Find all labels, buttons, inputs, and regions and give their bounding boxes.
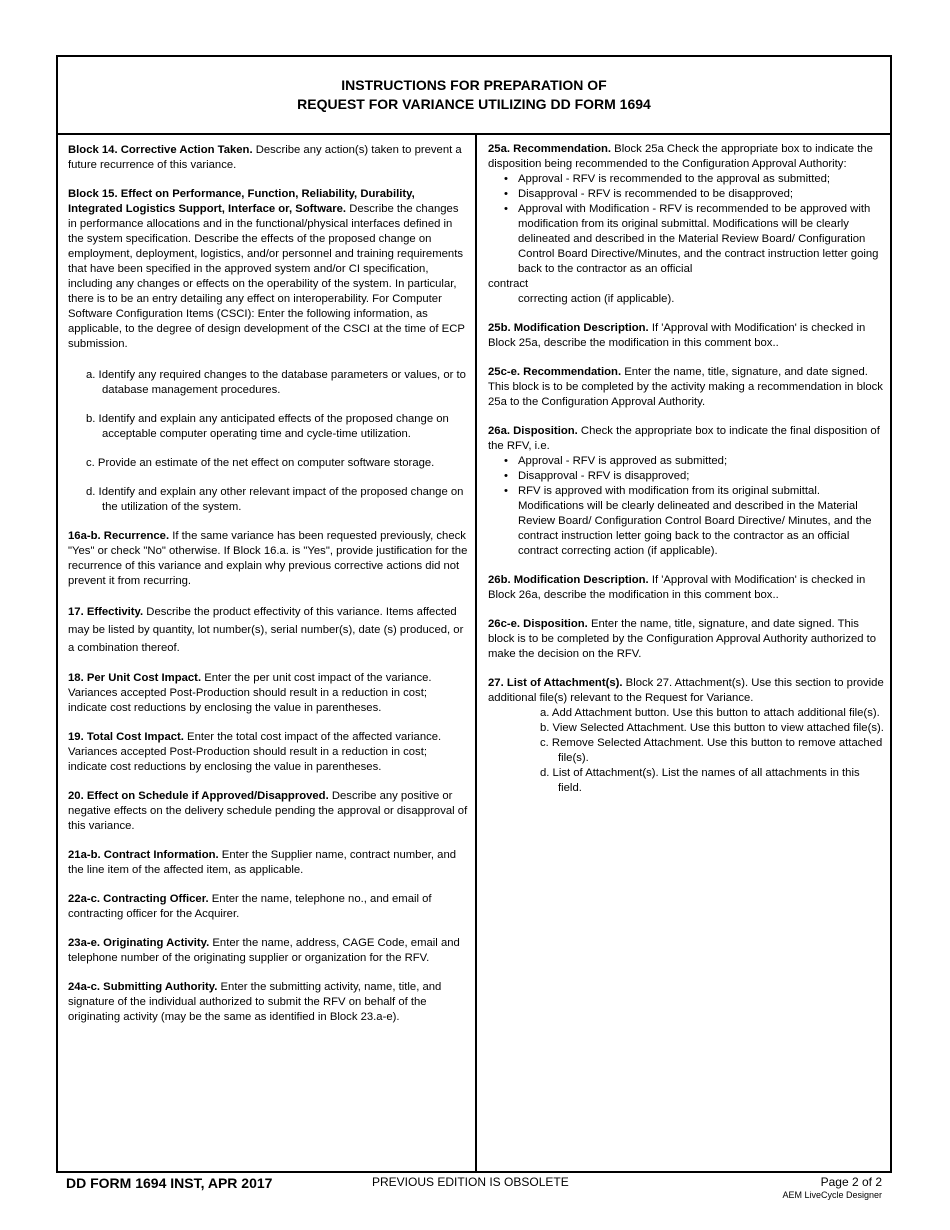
block-15-d: d. Identify and explain any other relevant impact of the proposed change on the utilization of the system.: [86, 486, 464, 513]
block-19-heading: 19. Total Cost Impact.: [68, 731, 184, 743]
block-19-text: Enter the total cost impact of the affected variance. Variances accepted Post-Production should result in a reduction in cost; indicate cost reductions by enclosing the value in parentheses.: [68, 731, 442, 773]
list-item: [488, 172, 886, 187]
block-25b-text: If 'Approval with Modification' is checked in Block 25a, describe the modification in this comment box..: [488, 322, 866, 349]
column-divider: [475, 135, 477, 1173]
bullet-icon: •: [504, 485, 508, 497]
block-26a-options: [488, 454, 886, 559]
block-22-heading: 22a-c. Contracting Officer.: [68, 893, 209, 905]
list-item-text: Approval - RFV is approved as submitted;: [518, 455, 728, 467]
block-15-c: c. Provide an estimate of the net effect on computer software storage.: [86, 457, 435, 469]
left-column: [68, 143, 468, 1039]
block-17-heading: 17. Effectivity.: [68, 606, 144, 618]
list-item: [488, 187, 886, 202]
list-item-text: Approval - RFV is recommended to the approval as submitted;: [518, 173, 831, 185]
block-26c: [488, 617, 886, 662]
block-26b-text: If 'Approval with Modification' is checked in Block 26a, describe the modification in this comment box..: [488, 574, 866, 601]
block-21-text: Enter the Supplier name, contract number, and the line item of the affected item, as applicable.: [68, 849, 457, 876]
block-16-text: If the same variance has been requested previously, check "Yes" or check "No" otherwise. If Block 16.a. is "Yes", provide justification for the recurrence of this variance and explain why previous corrective actions did not prevent it from recurring.: [68, 530, 468, 587]
block-26a-text: Check the appropriate box to indicate the final disposition of the RFV, i.e.: [488, 425, 880, 452]
title-line-1: INSTRUCTIONS FOR PREPARATION OF: [341, 77, 607, 93]
block-25a-text: Block 25a Check the appropriate box to indicate the disposition being recommended to the Configuration Approval Authority:: [488, 143, 873, 170]
list-item-text: Disapproval - RFV is disapproved;: [518, 470, 690, 482]
block-18-heading: 18. Per Unit Cost Impact.: [68, 672, 202, 684]
list-item: c. Remove Selected Attachment. Use this button to remove attached file(s).: [540, 737, 883, 764]
block-14: [68, 143, 468, 173]
block-16-heading: 16a-b. Recurrence.: [68, 530, 170, 542]
block-21: [68, 848, 468, 878]
list-item-text: RFV is approved with modification from its original submittal. Modifications will be clearly delineated and described in the Material Review Board/ Configuration Control Board Directive/ Minutes, and the contract instruction letter going back to the contractor as an official contract correcting action (if applicable).: [518, 485, 872, 557]
bullet-icon: •: [504, 455, 508, 467]
list-item: [488, 469, 886, 484]
bullet-icon: •: [504, 173, 508, 185]
block-25c: [488, 365, 886, 410]
block-22-text: Enter the name, telephone no., and email of contracting officer for the Acquirer.: [68, 893, 432, 920]
block-22: [68, 892, 468, 922]
form-header: [58, 57, 890, 135]
block-27: [488, 676, 886, 796]
block-25b: [488, 321, 886, 351]
block-26b: [488, 573, 886, 603]
block-25a-tail-1: contract: [488, 278, 529, 290]
list-item: a. Add Attachment button. Use this button to attach additional file(s).: [540, 707, 880, 719]
list-item-text: Disapproval - RFV is recommended to be disapproved;: [518, 188, 794, 200]
list-item: [488, 202, 886, 277]
block-15-text: Describe the changes in performance allocations and in the functional/physical interfaces defined in the system specification. Describe the effects of the proposed change on employment, deployment, logistics, and/or personnel and training requirements that have been specified in the approved system and/or CI specification, including any changes or effects on the operability of the system. In particular, there is to be an entry detailing any effect on interoperability. For Computer Software Configuration Items (CSCI): Enter the following information, as applicable, to the degree of design development of the CSCI at the time of ECP submission.: [68, 203, 465, 350]
block-25a-options: [488, 172, 886, 277]
block-20-heading: 20. Effect on Schedule if Approved/Disapproved.: [68, 790, 329, 802]
block-25c-text: Enter the name, title, signature, and date signed. This block is to be completed by the activity making a recommendation in block 25a to the Configuration Approval Authority.: [488, 366, 883, 408]
bullet-icon: •: [504, 203, 508, 215]
bullet-icon: •: [504, 470, 508, 482]
bullet-icon: •: [504, 188, 508, 200]
block-25a-heading: 25a. Recommendation.: [488, 143, 612, 155]
block-26c-heading: 26c-e. Disposition.: [488, 618, 588, 630]
block-26a-heading: 26a. Disposition.: [488, 425, 578, 437]
form-number: DD FORM 1694 INST, APR 2017: [66, 1175, 273, 1191]
block-25a: [488, 142, 886, 307]
block-15-b: b. Identify and explain any anticipated effects of the proposed change on acceptable computer operating time and cycle-time utilization.: [86, 413, 449, 440]
block-24-text: Enter the submitting activity, name, title, and signature of the individual authorized to submit the RFV on behalf of the originating activity (may be the same as identified in Block 23.a-e).: [68, 981, 442, 1023]
block-18: [68, 671, 468, 716]
block-20: [68, 789, 468, 834]
block-25a-tail-2: correcting action (if applicable).: [518, 293, 675, 305]
block-17-text: Describe the product effectivity of this variance. Items affected may be listed by quantity, lot number(s), serial number(s), date (s) produced, or a combination thereof.: [68, 606, 464, 654]
list-item: [488, 454, 886, 469]
form-frame: [56, 55, 892, 1173]
designer-credit: AEM LiveCycle Designer: [782, 1190, 882, 1200]
right-column: [488, 142, 886, 796]
block-14-text: Describe any action(s) taken to prevent a future recurrence of this variance.: [68, 144, 462, 171]
list-item: d. List of Attachment(s). List the names of all attachments in this field.: [540, 767, 860, 794]
block-24-heading: 24a-c. Submitting Authority.: [68, 981, 218, 993]
block-25b-heading: 25b. Modification Description.: [488, 322, 649, 334]
page-number: Page 2 of 2: [820, 1175, 882, 1189]
block-25c-heading: 25c-e. Recommendation.: [488, 366, 622, 378]
block-19: [68, 730, 468, 775]
block-23: [68, 936, 468, 966]
block-27-heading: 27. List of Attachment(s).: [488, 677, 623, 689]
list-item: b. View Selected Attachment. Use this button to view attached file(s).: [540, 722, 884, 734]
list-item: [488, 484, 886, 559]
block-26c-text: Enter the name, title, signature, and date signed. This block is to be completed by the Configuration Approval Authority authorized to make the decision on the RFV.: [488, 618, 877, 660]
block-18-text: Enter the per unit cost impact of the variance. Variances accepted Post-Production should result in a reduction in cost; indicate cost reductions by enclosing the value in parentheses.: [68, 672, 432, 714]
block-17: [68, 603, 468, 657]
block-15: [68, 187, 468, 352]
block-21-heading: 21a-b. Contract Information.: [68, 849, 219, 861]
list-item-text: Approval with Modification - RFV is recommended to be approved with modification from its original submittal. Modifications will be clearly delineated and described in the Material Review Board/ Configuration Control Board Directive/Minutes, and the contract instruction letter going back to the contractor as an official: [518, 203, 879, 275]
block-23-heading: 23a-e. Originating Activity.: [68, 937, 210, 949]
block-15-heading: Block 15. Effect on Performance, Function, Reliability, Durability, Integrated Logistics Support, Interface or, Software.: [68, 188, 415, 215]
block-15-a: a. Identify any required changes to the database parameters or values, or to database management procedures.: [86, 369, 466, 396]
block-27-items: [540, 706, 886, 796]
block-27-text: Block 27. Attachment(s). Use this section to provide additional file(s) relevant to the Request for Variance.: [488, 677, 884, 704]
block-26a: [488, 424, 886, 559]
block-16: [68, 529, 468, 589]
block-14-heading: Block 14. Corrective Action Taken.: [68, 144, 253, 156]
block-20-text: Describe any positive or negative effects on the delivery schedule pending the approval or disapproval of this variance.: [68, 790, 468, 832]
block-24: [68, 980, 468, 1025]
edition-notice: PREVIOUS EDITION IS OBSOLETE: [372, 1175, 569, 1189]
block-23-text: Enter the name, address, CAGE Code, email and telephone number of the originating supplier or organization for the RFV.: [68, 937, 460, 964]
block-26b-heading: 26b. Modification Description.: [488, 574, 649, 586]
title-line-2: REQUEST FOR VARIANCE UTILIZING DD FORM 1694: [297, 96, 651, 112]
